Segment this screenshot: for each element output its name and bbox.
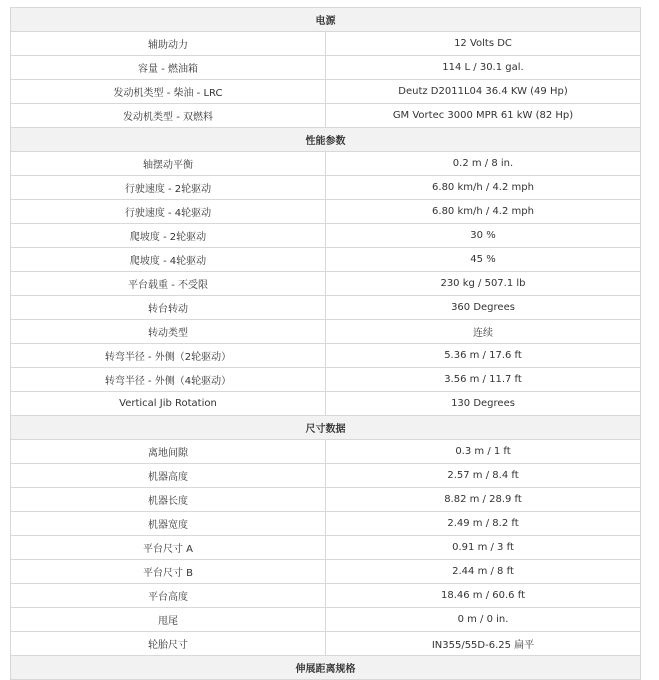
- spec-value: 30 %: [326, 224, 641, 248]
- table-row: [11, 56, 641, 80]
- table-row: [11, 32, 641, 56]
- spec-label: 平台尺寸 A: [11, 536, 326, 560]
- spec-value: IN355/55D-6.25 扁平: [326, 632, 641, 656]
- table-row: [11, 296, 641, 320]
- section-title: 尺寸数据: [11, 416, 641, 440]
- section-header-row: [11, 8, 641, 32]
- spec-label: 发动机类型 - 柴油 - LRC: [11, 80, 326, 104]
- table-row: [11, 248, 641, 272]
- section-header-row: [11, 656, 641, 680]
- spec-label: 平台高度: [11, 584, 326, 608]
- spec-label: 平台尺寸 B: [11, 560, 326, 584]
- table-row: [11, 80, 641, 104]
- spec-label: 机器长度: [11, 488, 326, 512]
- spec-value: 0.2 m / 8 in.: [326, 152, 641, 176]
- table-row: [11, 176, 641, 200]
- spec-value: 18.46 m / 60.6 ft: [326, 584, 641, 608]
- table-row: [11, 200, 641, 224]
- spec-value: 12 Volts DC: [326, 32, 641, 56]
- spec-value: 6.80 km/h / 4.2 mph: [326, 176, 641, 200]
- table-row: [11, 488, 641, 512]
- table-row: [11, 632, 641, 656]
- spec-label: 轴摆动平衡: [11, 152, 326, 176]
- spec-label: 爬坡度 - 2轮驱动: [11, 224, 326, 248]
- spec-label: 转弯半径 - 外侧（4轮驱动）: [11, 368, 326, 392]
- spec-value: 2.57 m / 8.4 ft: [326, 464, 641, 488]
- spec-value: 45 %: [326, 248, 641, 272]
- table-row: [11, 272, 641, 296]
- table-row: [11, 536, 641, 560]
- spec-value: 2.44 m / 8 ft: [326, 560, 641, 584]
- table-row: [11, 512, 641, 536]
- spec-value: 5.36 m / 17.6 ft: [326, 344, 641, 368]
- spec-value: 0.3 m / 1 ft: [326, 440, 641, 464]
- table-row: [11, 368, 641, 392]
- section-title: 伸展距离规格: [11, 656, 641, 680]
- spec-value: 0.91 m / 3 ft: [326, 536, 641, 560]
- table-row: [11, 560, 641, 584]
- table-row: [11, 440, 641, 464]
- spec-value: 连续: [326, 320, 641, 344]
- spec-label: 甩尾: [11, 608, 326, 632]
- spec-label: 行驶速度 - 4轮驱动: [11, 200, 326, 224]
- spec-label: 行驶速度 - 2轮驱动: [11, 176, 326, 200]
- spec-label: 轮胎尺寸: [11, 632, 326, 656]
- spec-value: 8.82 m / 28.9 ft: [326, 488, 641, 512]
- spec-label: 机器高度: [11, 464, 326, 488]
- spec-label: 容量 - 燃油箱: [11, 56, 326, 80]
- spec-label: 转台转动: [11, 296, 326, 320]
- spec-label: 离地间隙: [11, 440, 326, 464]
- section-header-row: [11, 416, 641, 440]
- spec-value: 3.56 m / 11.7 ft: [326, 368, 641, 392]
- spec-value: 114 L / 30.1 gal.: [326, 56, 641, 80]
- spec-value: 360 Degrees: [326, 296, 641, 320]
- spec-value: 230 kg / 507.1 lb: [326, 272, 641, 296]
- table-row: [11, 152, 641, 176]
- spec-label: 爬坡度 - 4轮驱动: [11, 248, 326, 272]
- spec-label: 辅助动力: [11, 32, 326, 56]
- spec-table: [10, 7, 641, 680]
- table-row: [11, 392, 641, 416]
- spec-label: 转动类型: [11, 320, 326, 344]
- spec-value: 130 Degrees: [326, 392, 641, 416]
- spec-label: Vertical Jib Rotation: [11, 392, 326, 416]
- section-title: 性能参数: [11, 128, 641, 152]
- table-row: [11, 224, 641, 248]
- spec-label: 转弯半径 - 外侧（2轮驱动）: [11, 344, 326, 368]
- table-row: [11, 584, 641, 608]
- spec-value: GM Vortec 3000 MPR 61 kW (82 Hp): [326, 104, 641, 128]
- table-row: [11, 608, 641, 632]
- section-title: 电源: [11, 8, 641, 32]
- spec-value: 0 m / 0 in.: [326, 608, 641, 632]
- spec-value: 6.80 km/h / 4.2 mph: [326, 200, 641, 224]
- spec-label: 发动机类型 - 双燃料: [11, 104, 326, 128]
- table-row: [11, 320, 641, 344]
- table-row: [11, 464, 641, 488]
- section-header-row: [11, 128, 641, 152]
- spec-value: 2.49 m / 8.2 ft: [326, 512, 641, 536]
- spec-label: 平台载重 - 不受限: [11, 272, 326, 296]
- table-row: [11, 104, 641, 128]
- spec-value: Deutz D2011L04 36.4 KW (49 Hp): [326, 80, 641, 104]
- table-row: [11, 344, 641, 368]
- spec-label: 机器宽度: [11, 512, 326, 536]
